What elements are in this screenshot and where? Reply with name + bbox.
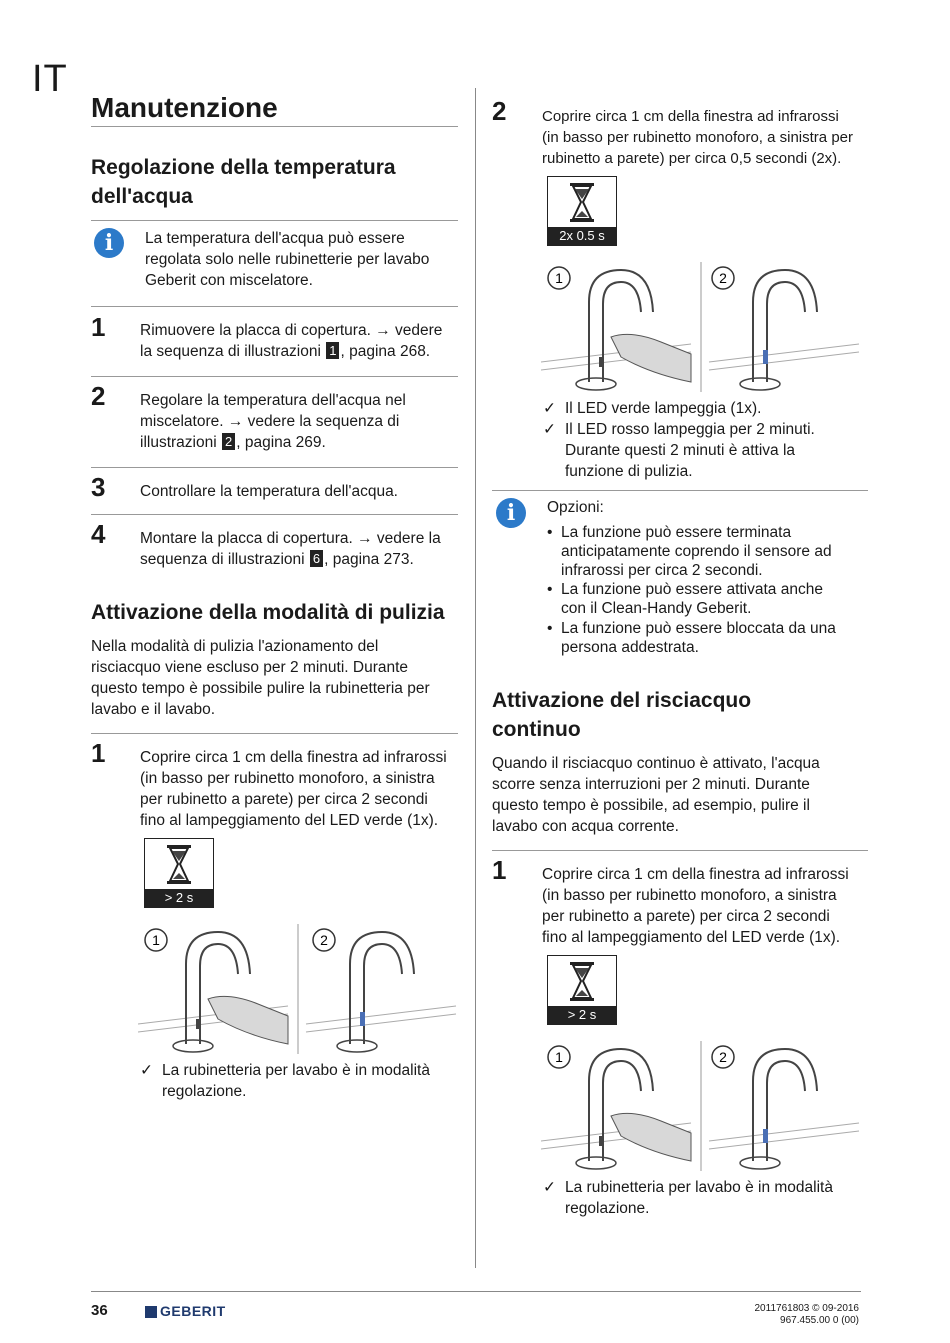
illustration-sequence-badge: 6 bbox=[310, 550, 323, 567]
info-icon: i bbox=[496, 498, 526, 528]
step-number: 1 bbox=[91, 312, 106, 342]
checkmark-icon: ✓ bbox=[140, 1062, 153, 1079]
divider bbox=[492, 850, 868, 851]
timer-label: > 2 s bbox=[145, 889, 213, 907]
illustration-sequence-badge: 2 bbox=[222, 433, 235, 450]
step-text: Rimuovere la placca di copertura. → vedere la sequenza di illustrazioni 1 , pagina 268. bbox=[140, 322, 443, 360]
hourglass-icon bbox=[548, 177, 616, 227]
language-tag: IT bbox=[32, 58, 68, 100]
step-number: 2 bbox=[91, 381, 106, 411]
brand-logo: GEBERIT bbox=[160, 1303, 226, 1319]
faucet-illustration bbox=[138, 924, 458, 1059]
result-check: ✓ Il LED verde lampeggia (1x). bbox=[543, 400, 762, 417]
step-text: Coprire circa 1 cm della finestra ad infrarossi (in basso per rubinetto monoforo, a sinistra per rubinetto a parete) per circa 0,5 secondi (2x). bbox=[542, 108, 853, 167]
info-icon: i bbox=[94, 228, 124, 258]
section-heading-temperature: Regolazione della temperatura dell'acqua bbox=[91, 156, 396, 208]
section-heading-cleaning-mode: Attivazione della modalità di pulizia bbox=[91, 601, 445, 624]
geberit-logo-icon bbox=[145, 1306, 157, 1318]
section-intro: Quando il risciacquo continuo è attivato, l'acqua scorre senza interruzioni per 2 minuti. Durante questo tempo è possibile, ad esempio, pulire il lavabo con acqua corrente. bbox=[492, 755, 820, 835]
checkmark-icon: ✓ bbox=[543, 1179, 556, 1196]
hourglass-icon bbox=[548, 956, 616, 1006]
page-number: 36 bbox=[91, 1302, 108, 1319]
step-text: Regolare la temperatura dell'acqua nel miscelatore. → vedere la sequenza di illustrazioni 2 , pagina 269. bbox=[140, 392, 406, 451]
result-check: ✓ La rubinetteria per lavabo è in modalità regolazione. bbox=[543, 1179, 833, 1217]
hourglass-timer bbox=[547, 176, 617, 246]
figure-label-1: 1 bbox=[152, 932, 160, 948]
column-divider bbox=[475, 88, 476, 1268]
checkmark-icon: ✓ bbox=[543, 400, 556, 417]
divider bbox=[91, 306, 458, 307]
divider bbox=[492, 490, 868, 491]
timer-label: 2x 0.5 s bbox=[548, 227, 616, 245]
hourglass-timer bbox=[144, 838, 214, 908]
result-check: ✓ Il LED rosso lampeggia per 2 minuti. Durante questi 2 minuti è attiva la funzione di pulizia. bbox=[543, 421, 815, 480]
page-title: Manutenzione bbox=[91, 92, 278, 123]
faucet-illustration bbox=[541, 1041, 861, 1176]
illustration-sequence-badge: 1 bbox=[326, 342, 339, 359]
divider bbox=[91, 220, 458, 221]
checkmark-icon: ✓ bbox=[543, 421, 556, 438]
section-intro: Nella modalità di pulizia l'azionamento del risciacquo viene escluso per 2 minuti. Durante questo tempo è possibile pulire la rubinetteria per lavabo e il lavabo. bbox=[91, 638, 430, 718]
option-item: • La funzione può essere attivata anche con il Clean-Handy Geberit. bbox=[547, 581, 823, 617]
step-text: Coprire circa 1 cm della finestra ad infrarossi (in basso per rubinetto monoforo, a sinistra per rubinetto a parete) per circa 2 secondi fino al lampeggiamento del LED verde (1x). bbox=[140, 749, 447, 829]
step-number: 2 bbox=[492, 96, 507, 126]
hourglass-icon bbox=[145, 839, 213, 889]
options-title: Opzioni: bbox=[547, 499, 604, 516]
step-number: 4 bbox=[91, 519, 106, 549]
figure-label-1: 1 bbox=[555, 270, 563, 286]
divider bbox=[91, 376, 458, 377]
step-text: Montare la placca di copertura. → vedere la sequenza di illustrazioni 6 , pagina 273. bbox=[140, 530, 441, 568]
step-number: 1 bbox=[492, 855, 507, 885]
step-number: 1 bbox=[91, 738, 106, 768]
divider bbox=[91, 733, 458, 734]
title-rule bbox=[91, 126, 458, 127]
option-item: • La funzione può essere bloccata da una persona addestrata. bbox=[547, 620, 836, 656]
result-check: ✓ La rubinetteria per lavabo è in modalità regolazione. bbox=[140, 1062, 430, 1100]
step-text: Coprire circa 1 cm della finestra ad infrarossi (in basso per rubinetto monoforo, a sinistra per rubinetto a parete) per circa 2 secondi fino al lampeggiamento del LED verde (1x). bbox=[542, 866, 849, 946]
footer-rule bbox=[91, 1291, 861, 1292]
step-text: Controllare la temperatura dell'acqua. bbox=[140, 483, 398, 500]
figure-label-2: 2 bbox=[719, 1049, 727, 1065]
divider bbox=[91, 514, 458, 515]
section-heading-continuous-flush: Attivazione del risciacquo continuo bbox=[492, 689, 752, 741]
divider bbox=[91, 467, 458, 468]
faucet-illustration bbox=[541, 262, 861, 397]
figure-label-2: 2 bbox=[719, 270, 727, 286]
figure-label-1: 1 bbox=[555, 1049, 563, 1065]
info-note: La temperatura dell'acqua può essere regolata solo nelle rubinetterie per lavabo Geberit con miscelatore. bbox=[145, 230, 430, 289]
hourglass-timer bbox=[547, 955, 617, 1025]
document-reference: 2011761803 © 09-2016 967.455.00 0 (00) bbox=[754, 1303, 859, 1326]
step-number: 3 bbox=[91, 472, 106, 502]
timer-label: > 2 s bbox=[548, 1006, 616, 1024]
figure-label-2: 2 bbox=[320, 932, 328, 948]
option-item: • La funzione può essere terminata anticipatamente coprendo il sensore ad infrarossi per circa 2 secondi. bbox=[547, 524, 832, 579]
